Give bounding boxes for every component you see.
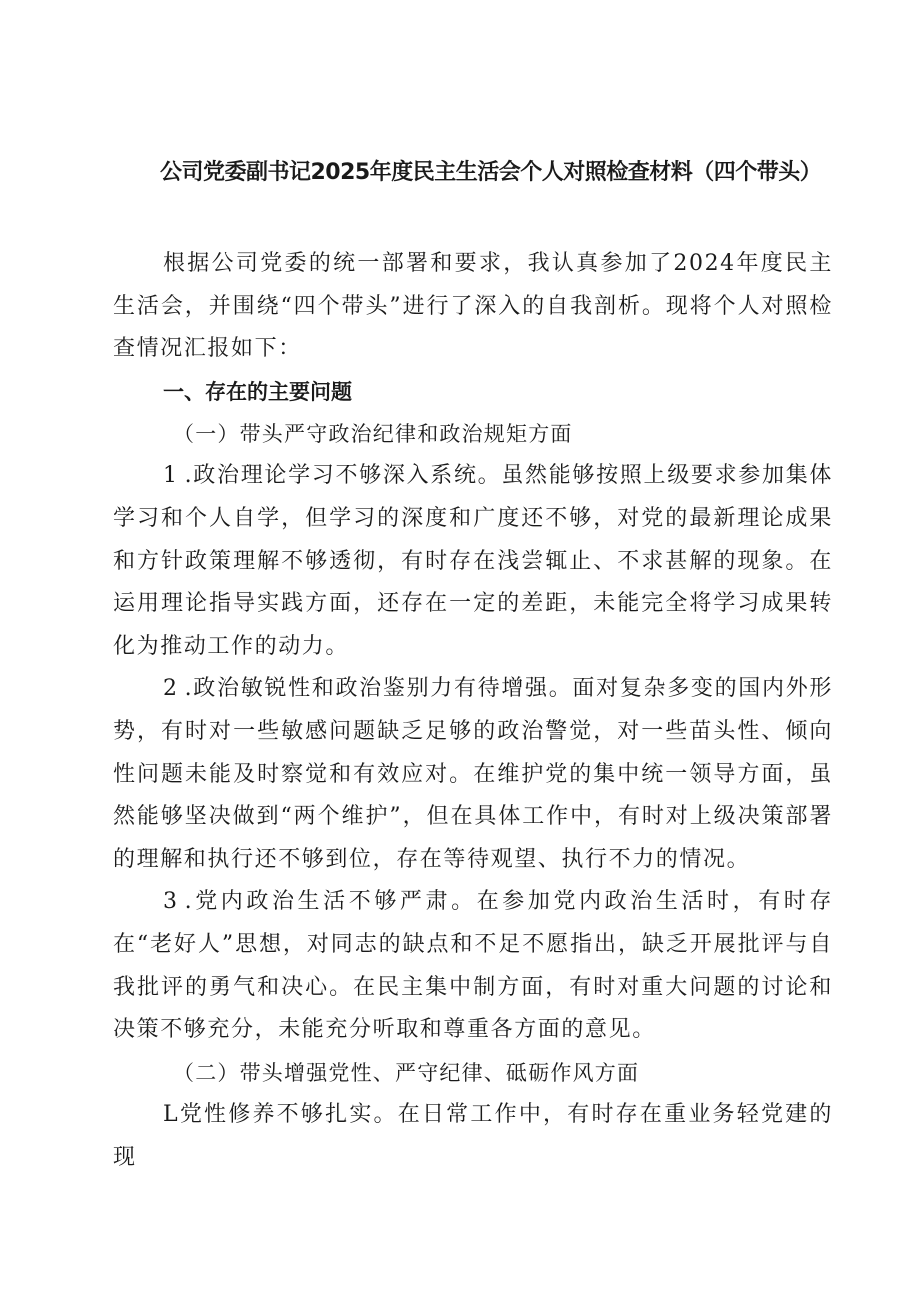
item-text: .政治理论学习不够深入系统。虽然能够按照上级要求参加集体学习和个人自学，但学习的深度和广度还不够，对党的最新理论成果和方针政策理解不够透彻，有时存在浅尝辄止、不求甚解的现象。在运用理论指导实践方面，还存在一定的差距，未能完全将学习成果转化为推动工作的动力。: [113, 463, 833, 659]
item-paragraph-1: [113, 455, 833, 668]
document-title: 公司党委副书记2025年度民主生活会个人对照检查材料（四个带头）: [160, 160, 822, 185]
item-paragraph-2: [113, 668, 833, 881]
section-heading-problems: 一、存在的主要问题: [163, 379, 352, 404]
item-number: 1: [163, 463, 179, 489]
subsection-heading-party-spirit: （二）带头增强党性、严守纪律、砥砺作风方面: [173, 1060, 640, 1085]
item-text: .政治敏锐性和政治鉴别力有待增强。面对复杂多变的国内外形势，有时对一些敏感问题缺乏足够的政治警觉，对一些苗头性、倾向性问题未能及时察觉和有效应对。在维护党的集中统一领导方面，虽然能够坚决做到“两个维护”，但在具体工作中，有时对上级决策部署的理解和执行还不够到位，存在等待观望、执行不力的情况。: [113, 676, 833, 872]
item-paragraph-3: [113, 881, 833, 1051]
item-paragraph-4: L党性修养不够扎实。在日常工作中，有时存在重业务轻党建的现: [113, 1102, 833, 1170]
subsection-heading-political-discipline: （一）带头严守政治纪律和政治规矩方面: [173, 421, 573, 446]
item-number: 3: [163, 889, 179, 915]
intro-paragraph: 根据公司党委的统一部署和要求，我认真参加了2024年度民主生活会，并围绕“四个带头”进行了深入的自我剖析。现将个人对照检查情况汇报如下：: [113, 251, 833, 362]
item-number: 2: [163, 676, 179, 702]
item-text: .党内政治生活不够严肃。在参加党内政治生活时，有时存在“老好人”思想，对同志的缺点和不足不愿指出，缺乏开展批评与自我批评的勇气和决心。在民主集中制方面，有时对重大问题的讨论和决策不够充分，未能充分听取和尊重各方面的意见。: [113, 889, 833, 1043]
document-body: [113, 243, 833, 1179]
